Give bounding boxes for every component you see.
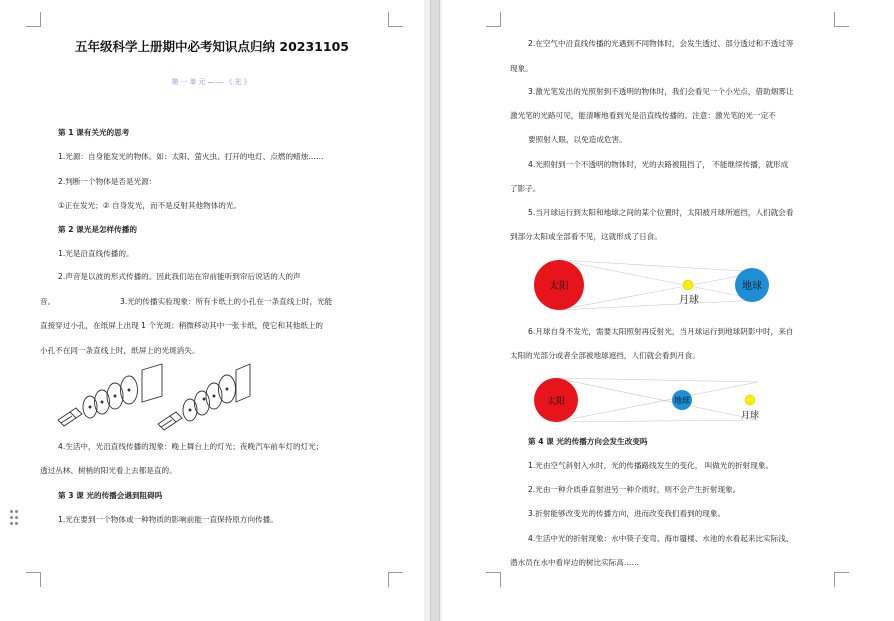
crop-mark <box>834 12 849 27</box>
paragraph: 2.在空气中沿直线传播的光遇到不同物体时，会发生透过、部分透过和不透过等 <box>528 39 794 48</box>
page-separator <box>430 0 440 621</box>
moon-label: 月球 <box>679 295 699 306</box>
paragraph: 5.当月球运行到太阳和地球之间的某个位置时，太阳被月球所遮挡，人们就会看 <box>528 208 794 217</box>
paragraph: 4.生活中光的折射现象：水中筷子变弯、海市蜃楼、水池的水看起来比实际浅、 <box>528 534 794 543</box>
paragraph: 潜水员在水中看岸边的树比实际高…… <box>510 558 640 567</box>
page-title: 五年级科学上册期中必考知识点归纳 20231105 <box>75 39 349 54</box>
paragraph: 2.声音是以波的形式传播的。因此我们站在帘前能听到帘后说话的人的声 <box>58 272 301 281</box>
solar-eclipse-diagram <box>528 252 778 318</box>
crop-mark <box>388 572 403 587</box>
paragraph: 6.月球自身不发光，需要太阳照射再反射光，当月球运行到地球阴影中时，来自 <box>528 327 794 336</box>
crop-mark <box>486 12 501 27</box>
sun-label: 太阳 <box>549 281 569 292</box>
moon-circle <box>683 280 693 290</box>
paragraph: 1.光是沿直线传播的。 <box>58 249 134 258</box>
crop-mark <box>26 572 41 587</box>
lunar-eclipse-diagram <box>528 372 778 428</box>
crop-mark <box>388 12 403 27</box>
paragraph: 要照射人眼，以免造成危害。 <box>528 135 627 144</box>
paragraph: 2.判断一个物体是否是光源： <box>58 177 157 186</box>
paragraph: 1.光由空气斜射入水时，光的传播路线发生的变化， 叫做光的折射现象。 <box>528 461 774 470</box>
paragraph: 到部分太阳或全部看不见，这就形成了日食。 <box>510 232 662 241</box>
paragraph: 激光笔的光路可见，能清晰地看到光是沿直线传播的。注意：激光笔的光一定不 <box>510 111 776 120</box>
crop-mark <box>834 572 849 587</box>
paragraph: 3.折射能够改变光的传播方向，进而改变我们看到的现象。 <box>528 509 726 518</box>
document-page-right <box>442 0 894 621</box>
crop-mark <box>486 572 501 587</box>
paragraph: 4.生活中，光沿直线传播的现象：晚上舞台上的灯光；夜晚汽车前车灯的灯光； <box>58 442 324 451</box>
drag-handle-icon[interactable] <box>10 510 20 526</box>
moon-circle <box>745 395 755 405</box>
paragraph: 3.光的传播实验现象：所有卡纸上的小孔在一条直线上时，光能 <box>120 297 333 306</box>
paragraph: 1.光在要到一个物体或一种物质的影响前能一直保持原方向传播。 <box>58 515 278 524</box>
paragraph: 了影子。 <box>510 184 541 193</box>
paragraph: ①正在发光；② 自身发光，而不是反射其他物体的光。 <box>58 201 242 210</box>
paragraph: 1.光源：自身能发光的物体。如：太阳、萤火虫、打开的电灯、点燃的蜡烛…… <box>58 152 324 161</box>
paragraph: 直接穿过小孔，在纸屏上出现 1 个光斑；稍微移动其中一张卡纸，使它和其他纸上的 <box>40 321 324 330</box>
earth-label: 地球 <box>742 281 762 292</box>
sun-label: 太阳 <box>546 397 566 407</box>
earth-label: 地球 <box>674 396 690 405</box>
paragraph: 4.光照射到一个不透明的物体时，光的去路被阻挡了， 不能继续传播，就形成 <box>528 160 789 169</box>
paragraph: 2.光由一种介质垂直射进另一种介质时，则不会产生折射现象。 <box>528 485 741 494</box>
unit-subtitle: 第一单元——《光》 <box>171 78 253 86</box>
paragraph: 音。 <box>40 297 56 306</box>
paragraph: 3.激光笔发出的光照射到不透明的物体时，我们会看见一个小光点，借助烟雾让 <box>528 87 794 96</box>
lesson-2-heading: 第 2 课光是怎样传播的 <box>58 225 137 234</box>
pinhole-experiment-illustration <box>54 360 254 432</box>
crop-mark <box>26 12 41 27</box>
paragraph: 透过丛林、树梢的阳光看上去都是直的。 <box>40 466 177 475</box>
lesson-4-heading: 第 4 课 光的传播方向会发生改变吗 <box>528 437 648 446</box>
paragraph: 现象。 <box>510 64 533 73</box>
moon-label: 月球 <box>740 411 760 421</box>
lesson-1-heading: 第 1 课有关光的思考 <box>58 128 130 137</box>
paragraph: 小孔不在同一条直线上时，纸屏上的光斑消失。 <box>40 346 200 355</box>
lesson-3-heading: 第 3 课 光的传播会遇到阻碍吗 <box>58 491 163 500</box>
document-page-left <box>0 0 424 621</box>
paragraph: 太阳的光部分或者全部被地球遮挡，人们就会看到月食。 <box>510 351 700 360</box>
